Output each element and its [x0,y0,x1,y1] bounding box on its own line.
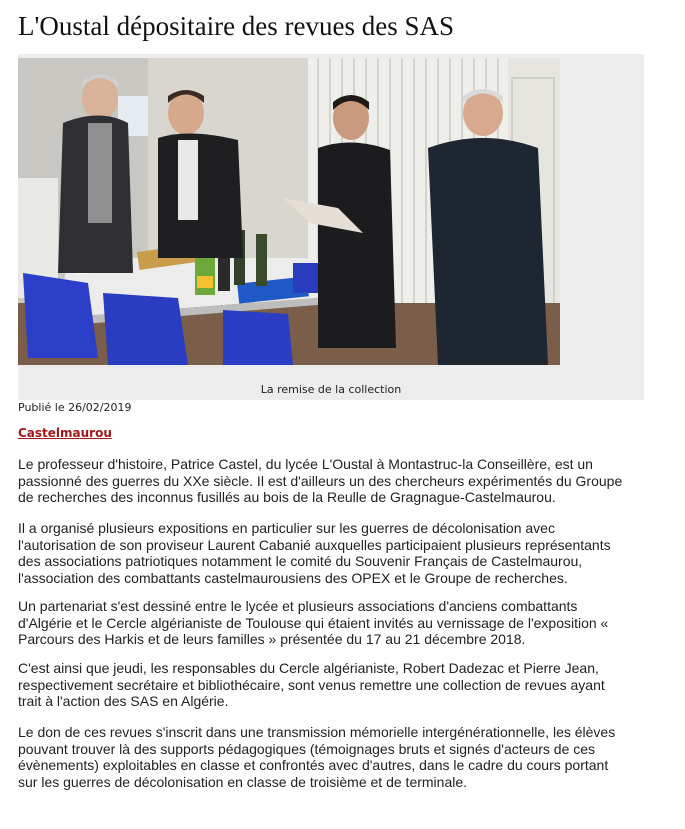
paragraph-line: des associations patriotiques notamment le comité du Souvenir Français de Castelmaurou, [18,553,583,569]
paragraph-line: Il a organisé plusieurs expositions en particulier sur les guerres de décolonisation avec [18,520,555,536]
paragraph-3 [18,598,658,648]
paragraph-line: l'association des combattants castelmaurousiens des OPEX et le Groupe de recherches. [18,569,568,586]
paragraph-line: l'autorisation de son proviseur Laurent Cabanié auxquelles participaient plusieurs représentants [18,536,611,553]
paragraph-2 [18,520,658,586]
paragraph-line: sur les guerres de décolonisation en classe de troisième et de terminale. [18,773,468,790]
paragraph-line: trait à l'action des SAS en Algérie. [18,693,229,709]
paragraph-1 [18,456,658,506]
article-photo [18,58,560,365]
paragraph-4 [18,660,658,710]
paragraph-line: Le professeur d'histoire, Patrice Castel, du lycée L'Oustal à Montastruc-la Conseillère, est un [18,456,593,472]
photo-caption: La remise de la collection [260,383,402,396]
paragraph-line: passionné des guerres du XXe siècle. Il est d'ailleurs un des chercheurs expérimentés du Groupe [18,472,623,489]
photo-figure [18,54,644,400]
paragraph-5 [18,724,658,790]
article-title: L'Oustal dépositaire des revues des SAS [18,11,455,41]
paragraph-line: Un partenariat s'est dessiné entre le lycée et plusieurs associations d'anciens combattants [18,598,578,614]
paragraph-line: C'est ainsi que jeudi, les responsables du Cercle algérianiste, Robert Dadezac et Pierre Jean, [18,660,599,676]
paragraph-line: évènements) exploitables en classe et confrontés avec d'autres, dans le cadre du cours portant [18,757,609,773]
paragraph-line: d'Algérie et le Cercle algérianiste de Toulouse qui étaient invités au vernissage de l'exposition « [18,614,609,631]
paragraph-line: de recherches des inconnus fusillés au bois de la Reulle de Gragnague-Castelmaurou. [18,489,556,505]
paragraph-line: Le don de ces revues s'inscrit dans une transmission mémorielle intergénérationnelle, les élèves [18,724,616,740]
publication-date: Publié le 26/02/2019 [18,401,132,414]
paragraph-line: respectivement secrétaire et bibliothécaire, sont venus remettre une collection de revues ayant [18,676,605,693]
category-link[interactable]: Castelmaurou [18,426,112,440]
paragraph-line: Parcours des Harkis et de leurs familles » présentée du 17 au 21 décembre 2018. [18,631,526,647]
paragraph-line: pouvant trouver là des supports pédagogiques (témoignages bruts et signés d'acteurs de ces [18,740,596,757]
